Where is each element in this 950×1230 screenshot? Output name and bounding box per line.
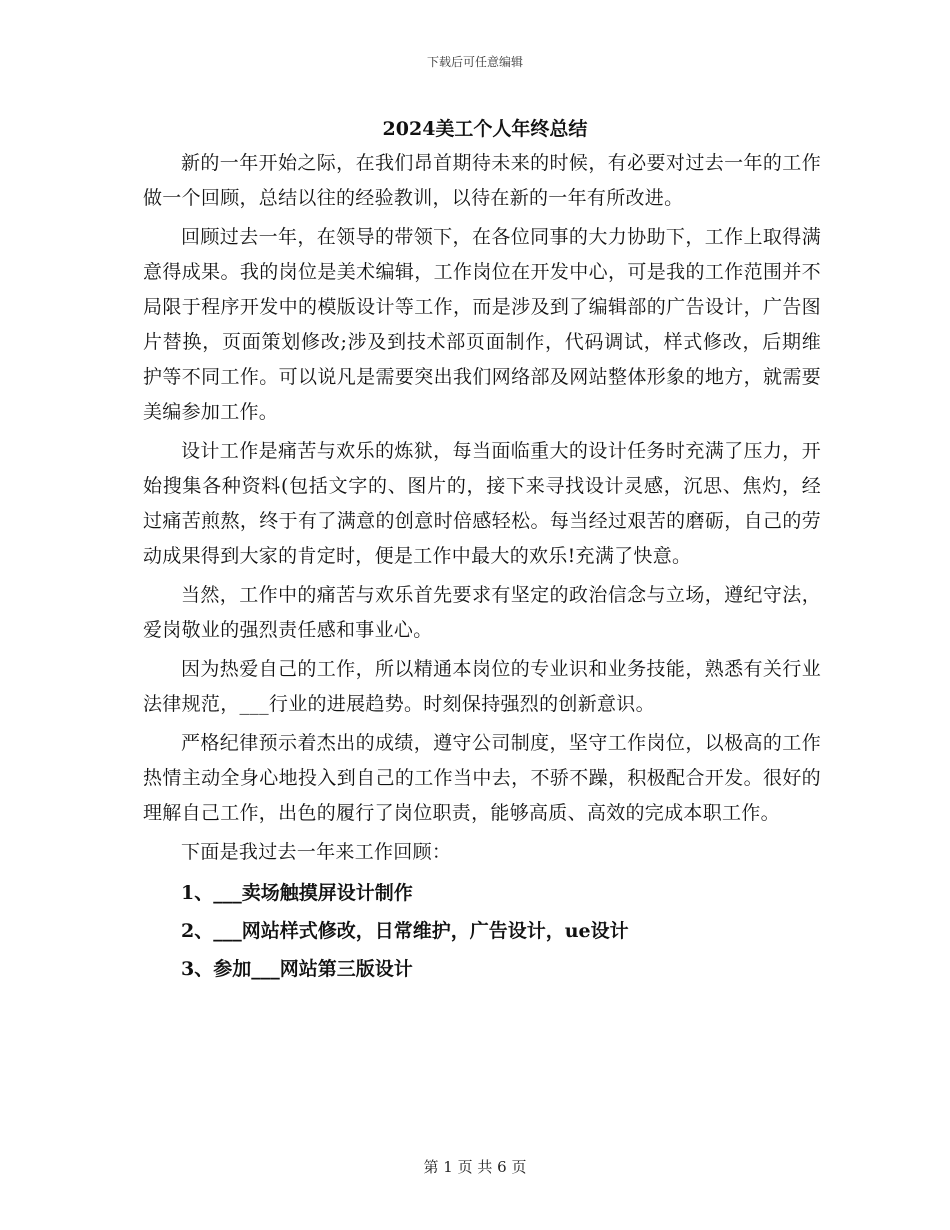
paragraph-principles: 当然，工作中的痛苦与欢乐首先要求有坚定的政治信念与立场，遵纪守法，爱岗敬业的强烈责任感和事业心。 xyxy=(143,584,821,641)
paragraph-list-intro: 下面是我过去一年来工作回顾： xyxy=(181,841,452,863)
paragraph-intro: 新的一年开始之际，在我们昂首期待未来的时候，有必要对过去一年的工作做一个回顾，总结以往的经验教训，以待在新的一年有所改进。 xyxy=(143,152,821,209)
list-item: 2、___网站样式修改，日常维护，广告设计，ue设计 xyxy=(181,920,629,942)
document-title: 2024美工个人年终总结 xyxy=(382,118,588,140)
paragraph-professional: 因为热爱自己的工作，所以精通本岗位的专业识和业务技能，熟悉有关行业法律规范，___行业的进展趋势。时刻保持强烈的创新意识。 xyxy=(143,658,821,715)
paragraph-design-work: 设计工作是痛苦与欢乐的炼狱，每当面临重大的设计任务时充满了压力，开始搜集各种资料(包括文字的、图片的，接下来寻找设计灵感，沉思、焦灼，经过痛苦煎熬，终于有了满意的创意时倍感轻松。每当经过艰苦的磨砺，自己的劳动成果得到大家的肯定时，便是工作中最大的欢乐!充满了快意。 xyxy=(143,440,821,567)
header-note: 下载后可任意编辑 xyxy=(426,55,523,69)
document-body xyxy=(143,146,821,988)
page-number: 第 1 页 共 6 页 xyxy=(423,1158,527,1176)
list-item: 1、___卖场触摸屏设计制作 xyxy=(181,882,413,904)
paragraph-discipline: 严格纪律预示着杰出的成绩，遵守公司制度，坚守工作岗位，以极高的工作热情主动全身心地投入到自己的工作当中去，不骄不躁，积极配合开发。很好的理解自己工作，出色的履行了岗位职责，能够高质、高效的完成本职工作。 xyxy=(143,732,821,824)
paragraph-review: 回顾过去一年，在领导的带领下，在各位同事的大力协助下，工作上取得满意得成果。我的岗位是美术编辑，工作岗位在开发中心，可是我的工作范围并不局限于程序开发中的模版设计等工作，而是涉及到了编辑部的广告设计，广告图片替换，页面策划修改;涉及到技术部页面制作，代码调试，样式修改，后期维护等不同工作。可以说凡是需要突出我们网络部及网站整体形象的地方，就需要美编参加工作。 xyxy=(143,226,821,423)
list-item: 3、参加___网站第三版设计 xyxy=(181,958,413,980)
